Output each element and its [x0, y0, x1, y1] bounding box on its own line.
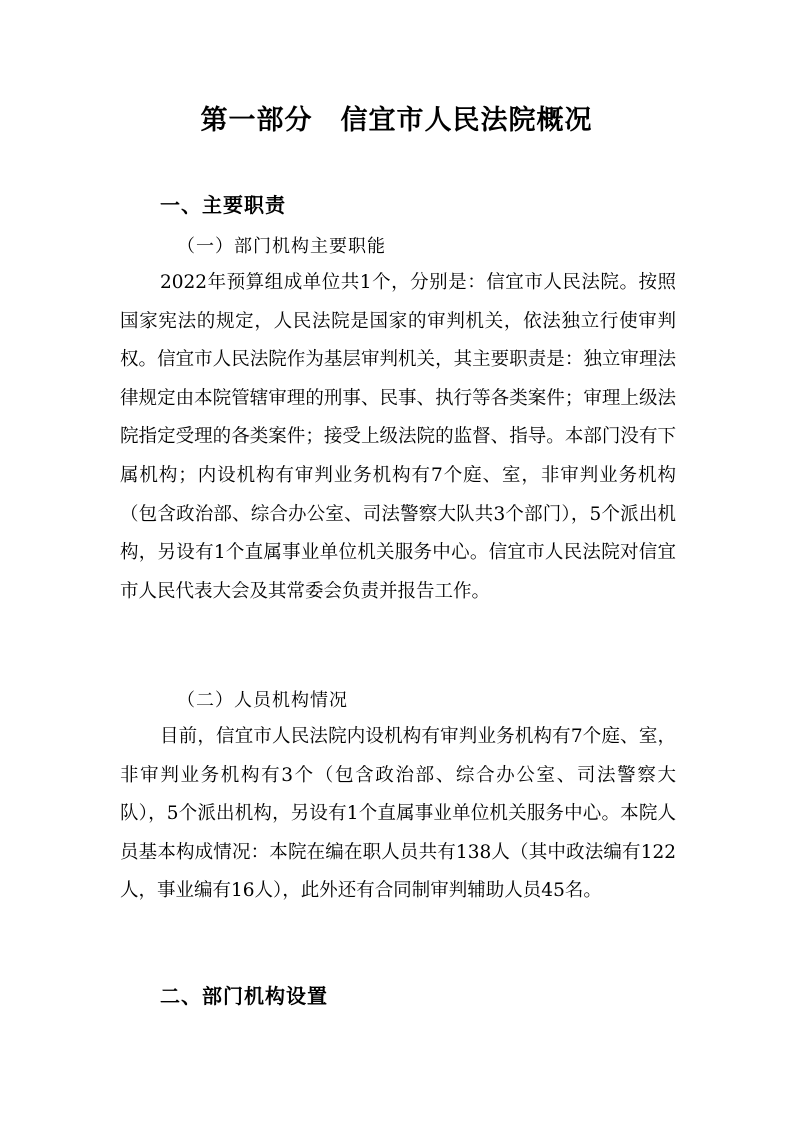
page-title: 第一部分 信宜市人民法院概况	[200, 105, 593, 136]
subsection-heading-functions: （一）部门机构主要职能	[177, 236, 386, 257]
section-heading-main-duties: 一、主要职责	[160, 193, 286, 217]
subsection-heading-staffing: （二）人员机构情况	[177, 690, 348, 711]
paragraph-functions: 2022年预算组成单位共1个，分别是：信宜市人民法院。按照国家宪法的规定，人民法院是国家的审判机关，依法独立行使审判权。信宜市人民法院作为基层审判机关，其主要职责是：独立审理法律规定由本院管辖审理的刑事、民事、执行等各类案件；审理上级法院指定受理的各类案件；接受上级法院的监督、指导。本部门没有下属机构；内设机构有审判业务机构有7个庭、室，非审判业务机构（包含政治部、综合办公室、司法警察大队共3个部门），5个派出机构，另设有1个直属事业单位机关服务中心。信宜市人民法院对信宜市人民代表大会及其常委会负责并报告工作。	[120, 272, 676, 602]
paragraph-staffing: 目前，信宜市人民法院内设机构有审判业务机构有7个庭、室，非审判业务机构有3个（包含政治部、综合办公室、司法警察大队），5个派出机构，另设有1个直属事业单位机关服务中心。本院人员基本构成情况：本院在编在职人员共有138人（其中政法编有122人，事业编有16人），此外还有合同制审判辅助人员45名。	[120, 726, 676, 902]
section-heading-org-structure: 二、部门机构设置	[160, 984, 328, 1008]
